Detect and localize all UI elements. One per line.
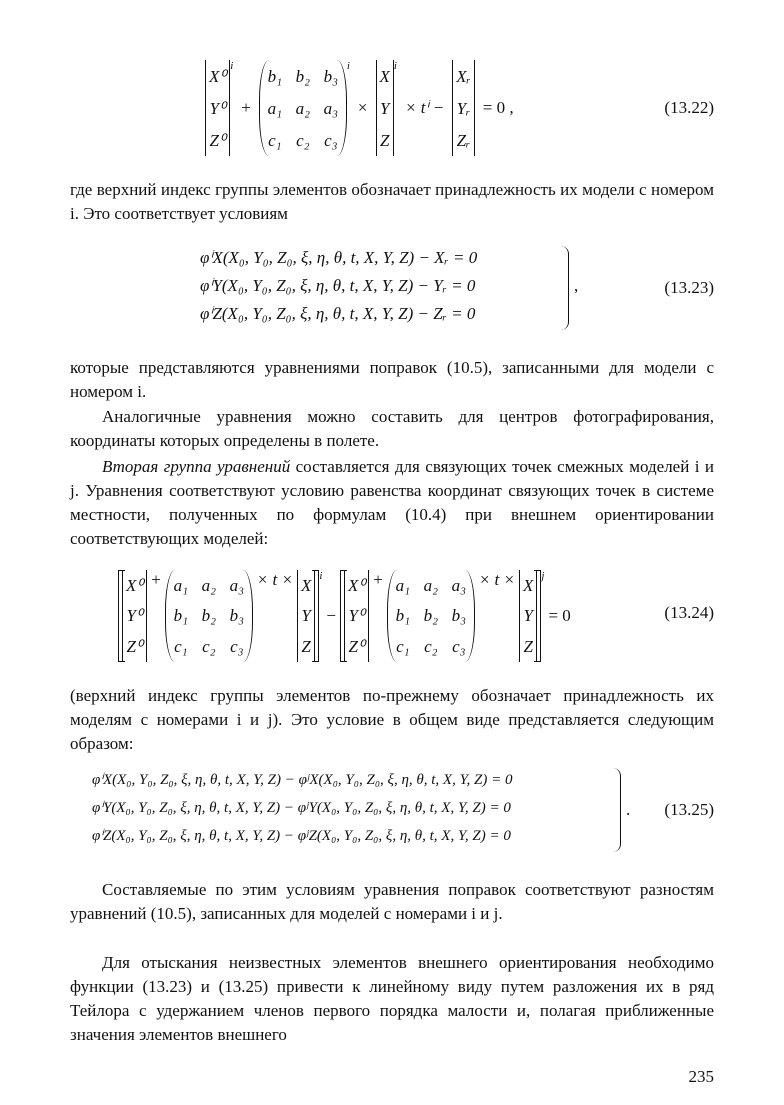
paragraph-1: где верхний индекс группы элементов обозначает принадлежность их модели с номером i. Это соответствует условиям <box>70 180 714 223</box>
equation-13-25: φⁱX(X₀, Y₀, Z₀, ξ, η, θ, t, X, Y, Z) − φʲX(X₀, Y₀, Z₀, ξ, η, θ, t, X, Y, Z) = 0 φⁱY(X₀, Y₀, Z₀, ξ, η, θ, t, X, Y, Z) − φʲY(X₀, Y₀, Z₀, ξ, η, θ, t, X, Y, Z) = 0 φⁱZ(X₀, Y₀, Z₀, ξ, η, θ, t, X, Y, Z) − φʲZ(X₀, Y₀, Z₀, ξ, η, θ, t, X, Y, Z) = 0 <box>92 772 513 844</box>
book-page: X⁰ Y⁰ Z⁰ $^i$ + b₁ b₂ b₃ a₁ a₂ a₃ c₁ c₂ c₃ $^i$ × X Y Z $^i$ × tⁱ − Xᵣ Yᵣ Zᵣ = 0 , (13.22) где верхний индекс группы элементов обозначает принадлежность их модели с номером i. Это соответствует условиям φⁱX(X₀, Y₀, Z₀, ξ, η, θ, t, X, Y, Z) − Xᵣ = 0 φⁱY(X₀, Y₀, Z₀, ξ, η, θ, t, X, Y, Z) − Yᵣ = 0 φⁱZ(X₀, Y₀, Z₀, ξ, η, θ, t, X, Y, Z) − Zᵣ = 0 , (13.23) которые представляются уравнениями поправок (10.5), записанными для модели с номером i. Аналогичные уравнения можно составить для центров фотографирования, координаты которых определены в полете. Вторая группа уравнений составляется для связующих точек смежных моделей i и j. Уравнения соответствуют условию равенства координат связующих точек в системе местности, полученных по формулам (10.4) при внешнем ориентировании соответствующих моделей: X⁰ Y⁰ Z⁰ + a₁ a₂ a₃ b₁ b₂ b₃ c₁ c₂ c₃ × t × X Y Z i − X⁰ Y⁰ Z⁰ + a₁ a₂ a₃ b₁ b₂ b₃ c₁ c₂ c₃ × t × X Y Z j = 0 (13.24) (верхний индекс группы элементов по-прежнему обозначает принадлежность их моделям с номерами i и j). Это условие в общем виде представляется следующим образом: φⁱX(X₀, Y₀, Z₀, ξ, η, θ, t, X, Y, Z) − φʲX(X₀, Y₀, Z₀, ξ, η, θ, t, X, Y, Z) = 0 φⁱY(X₀, Y₀, Z₀, ξ, η, θ, t, X, Y, Z) − φʲY(X₀, Y₀, Z₀, ξ, η, θ, t, X, Y, Z) = 0 φⁱZ(X₀, Y₀, Z₀, ξ, η, θ, t, X, Y, Z) − φʲZ(X₀, Y₀, Z₀, ξ, η, θ, t, X, Y, Z) = 0 . (13.25) Составляемые по этим условиям уравнения поправок соответствуют разностям уравнений (10.5), записанных для моделей с номерами i и j. Для отыскания неизвестных элементов внешнего ориентирования необходимо функции (13.23) и (13.25) привести к линейному виду путем разложения их в ряд Тейлора с удержанием членов первого порядка малости и, полагая приближенные значения элементов внешнего 235 <box>70 60 714 1086</box>
paragraph-3: Аналогичные уравнения можно составить для центров фотографирования, координаты которых определены в полете. <box>70 407 714 450</box>
equation-13-23: φⁱX(X₀, Y₀, Z₀, ξ, η, θ, t, X, Y, Z) − Xᵣ = 0 φⁱY(X₀, Y₀, Z₀, ξ, η, θ, t, X, Y, Z) − Yᵣ = 0 φⁱZ(X₀, Y₀, Z₀, ξ, η, θ, t, X, Y, Z) − Zᵣ = 0 <box>200 248 478 323</box>
determinant-xyz0: X⁰ Y⁰ Z⁰ <box>205 60 230 156</box>
equation-13-24: X⁰ Y⁰ Z⁰ + a₁ a₂ a₃ b₁ b₂ b₃ c₁ c₂ c₃ × t × X Y Z i − X⁰ Y⁰ Z⁰ + a₁ a₂ a₃ b₁ b₂ b₃ c₁ c₂ c₃ × t × X Y Z j = 0 <box>118 570 575 662</box>
page-number: 235 <box>688 1067 714 1086</box>
rotation-matrix: b₁ b₂ b₃ a₁ a₂ a₃ c₁ c₂ c₃ <box>259 60 347 156</box>
equation-number-13-22: (13.22) <box>664 98 714 117</box>
paragraph-2: которые представляются уравнениями поправок (10.5), записанными для модели с номером i. <box>70 358 714 401</box>
brace-13-23 <box>560 246 569 330</box>
brace-13-25 <box>612 768 621 852</box>
equation-number-13-23: (13.23) <box>664 278 714 297</box>
determinant-xyz-r: Xᵣ Yᵣ Zᵣ <box>452 60 475 156</box>
paragraph-5: (верхний индекс группы элементов по-прежнему обозначает принадлежность их моделям с номерами i и j). Это условие в общем виде представляется следующим образом: <box>70 686 714 753</box>
determinant-xyz: X Y Z <box>376 60 394 156</box>
paragraph-4: Вторая группа уравнений составляется для связующих точек смежных моделей i и j. Уравнения соответствуют условию равенства координат связующих точек в системе местности, полученных по формулам (10.4) при внешнем ориентировании соответствующих моделей: <box>70 457 714 548</box>
equation-number-13-25: (13.25) <box>664 800 714 819</box>
paragraph-7: Для отыскания неизвестных элементов внешнего ориентирования необходимо функции (13.23) и (13.25) привести к линейному виду путем разложения их в ряд Тейлора с удержанием членов первого порядка малости и, полагая приближенные значения элементов внешнего <box>70 953 714 1044</box>
equation-number-13-24: (13.24) <box>664 603 714 622</box>
paragraph-6: Составляемые по этим условиям уравнения поправок соответствуют разностям уравнений (10.5), записанных для моделей с номерами i и j. <box>70 880 714 923</box>
equation-13-22: X⁰ Y⁰ Z⁰ $^i$ + b₁ b₂ b₃ a₁ a₂ a₃ c₁ c₂ c₃ $^i$ × X Y Z $^i$ × tⁱ − Xᵣ Yᵣ Zᵣ = 0 , <box>205 60 518 156</box>
